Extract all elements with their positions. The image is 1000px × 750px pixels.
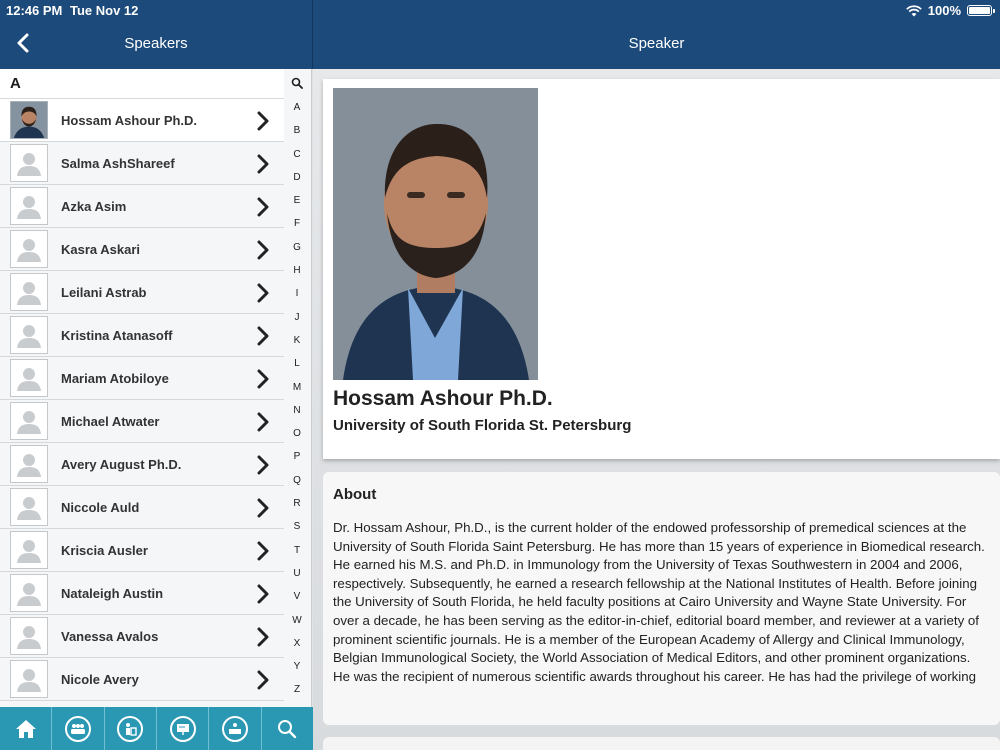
- speaker-organization: University of South Florida St. Petersburg: [333, 417, 632, 434]
- index-letter[interactable]: W: [292, 614, 302, 626]
- profile-card: [323, 79, 1000, 459]
- wifi-icon: [906, 5, 922, 17]
- index-letter[interactable]: X: [293, 637, 301, 649]
- bottom-tab-bar: [0, 707, 313, 750]
- speaker-list-item[interactable]: [0, 486, 284, 529]
- speaker-list-item[interactable]: [0, 357, 284, 400]
- profile-photo: [333, 88, 538, 380]
- attendees-icon: [65, 716, 91, 742]
- speaker-list-item[interactable]: [0, 400, 284, 443]
- search-icon: [277, 719, 297, 739]
- chevron-right-icon: [256, 283, 270, 303]
- avatar-placeholder-icon: [10, 187, 48, 225]
- chevron-right-icon: [256, 498, 270, 518]
- about-card: [323, 472, 1000, 725]
- speakers-title: Speakers: [124, 35, 188, 52]
- tab-exhibitors[interactable]: [209, 707, 261, 750]
- index-letter[interactable]: U: [293, 567, 301, 579]
- speaker-podium-icon: [117, 716, 143, 742]
- battery-percentage: 100%: [927, 3, 961, 18]
- chevron-right-icon: [256, 326, 270, 346]
- avatar-placeholder-icon: [10, 230, 48, 268]
- index-letter[interactable]: R: [293, 498, 301, 510]
- avatar-placeholder-icon: [10, 531, 48, 569]
- chevron-right-icon: [256, 455, 270, 475]
- battery-icon: [967, 5, 992, 16]
- presentation-icon: [170, 716, 196, 742]
- speaker-list: [0, 99, 311, 701]
- index-letter[interactable]: D: [293, 171, 301, 183]
- speaker-list-name: Niccole Auld: [61, 499, 140, 515]
- index-letter[interactable]: N: [293, 404, 301, 416]
- chevron-right-icon: [256, 627, 270, 647]
- speaker-list-item[interactable]: [0, 271, 284, 314]
- chevron-right-icon: [256, 412, 270, 432]
- index-letter[interactable]: T: [293, 544, 301, 556]
- tab-attendees[interactable]: [52, 707, 104, 750]
- avatar-placeholder-icon: [10, 402, 48, 440]
- speaker-list-name: Michael Atwater: [61, 413, 160, 429]
- chevron-right-icon: [256, 197, 270, 217]
- index-letter[interactable]: K: [293, 334, 301, 346]
- index-letter[interactable]: V: [293, 591, 301, 603]
- speaker-list-item[interactable]: [0, 658, 284, 701]
- chevron-right-icon: [256, 541, 270, 561]
- index-letter[interactable]: O: [293, 428, 301, 440]
- next-card: [323, 737, 1000, 750]
- status-time: 12:46 PM: [6, 3, 63, 18]
- index-letter[interactable]: A: [293, 102, 301, 113]
- speaker-list-item[interactable]: [0, 228, 284, 271]
- chevron-right-icon: [256, 670, 270, 690]
- index-letter[interactable]: J: [294, 311, 300, 323]
- index-letter[interactable]: Z: [293, 684, 301, 696]
- tab-speakers[interactable]: [105, 707, 157, 750]
- speaker-list-name: Leilani Astrab: [61, 284, 147, 300]
- speaker-list-name: Nicole Avery: [61, 671, 139, 687]
- speaker-list-name: Kasra Askari: [61, 241, 141, 257]
- index-search-icon[interactable]: [291, 77, 303, 89]
- section-header: A: [0, 69, 284, 99]
- about-heading: About: [333, 486, 377, 503]
- index-letter[interactable]: B: [293, 125, 301, 137]
- speaker-list-name: Kristina Atanasoff: [61, 327, 173, 343]
- chevron-right-icon: [256, 240, 270, 260]
- speaker-list-item[interactable]: [0, 142, 284, 185]
- speaker-list-item[interactable]: [0, 314, 284, 357]
- speaker-thumbnail: [10, 101, 48, 139]
- avatar-placeholder-icon: [10, 273, 48, 311]
- speaker-list-panel[interactable]: [0, 69, 312, 707]
- index-letter[interactable]: C: [293, 148, 301, 160]
- speaker-list-name: Vanessa Avalos: [61, 628, 159, 644]
- index-letter[interactable]: I: [295, 288, 299, 300]
- avatar-placeholder-icon: [10, 660, 48, 698]
- chevron-right-icon: [256, 111, 270, 131]
- index-letter[interactable]: G: [293, 241, 301, 253]
- speaker-list-name: Avery August Ph.D.: [61, 456, 182, 472]
- index-letter[interactable]: M: [292, 381, 302, 393]
- speaker-list-name: Azka Asim: [61, 198, 127, 214]
- speaker-list-name: Hossam Ashour Ph.D.: [61, 112, 198, 128]
- index-letter[interactable]: S: [293, 521, 301, 533]
- speaker-list-name: Nataleigh Austin: [61, 585, 164, 601]
- avatar-placeholder-icon: [10, 574, 48, 612]
- index-letter[interactable]: Q: [293, 474, 301, 486]
- speaker-portrait-image: [333, 88, 538, 380]
- speaker-list-name: Kriscia Ausler: [61, 542, 148, 558]
- index-letter[interactable]: E: [293, 195, 301, 207]
- alphabet-index[interactable]: [283, 69, 311, 707]
- speaker-list-name: Mariam Atobiloye: [61, 370, 169, 386]
- avatar-placeholder-icon: [10, 488, 48, 526]
- speaker-list-item[interactable]: [0, 615, 284, 658]
- about-biography: Dr. Hossam Ashour, Ph.D., is the current holder of the endowed professorship of premedical sciences at the University of South Florida Saint Petersburg. He has more than 15 years of experience in Biomedical research. He earned his M.S. and Ph.D. in Immunology from the University of Texas Southwestern in 2004 and 2006, respectively. Subsequently, he earned a research fellowship at the National Institutes of Health. Before joining the University of South Florida, he held faculty positions at Cairo University and Wayne State University. For over a decade, he has been serving as the editor-in-chief, editorial board member, and reviewer at a variety of prominent scientific journals. He is a member of the European Academy of Allergy and Clinical Immunology, Belgian Immunological Society, the World Association of Medical Editors, and other prominent organizations. He was the recipient of numerous scientific awards throughout his career. He has had the privilege of working: [333, 520, 985, 684]
- speaker-list-item[interactable]: [0, 529, 284, 572]
- speaker-list-item[interactable]: [0, 185, 284, 228]
- speaker-list-name: Salma AshShareef: [61, 155, 175, 171]
- speaker-list-item[interactable]: [0, 443, 284, 486]
- speaker-detail-title: Speaker: [628, 35, 685, 52]
- avatar-placeholder-icon: [10, 617, 48, 655]
- index-letter[interactable]: Y: [293, 661, 301, 673]
- avatar-placeholder-icon: [10, 316, 48, 354]
- status-date: Tue Nov 12: [70, 3, 139, 18]
- speaker-detail-panel[interactable]: [313, 69, 1000, 750]
- status-indicators: [906, 3, 992, 18]
- home-icon: [15, 719, 37, 739]
- speaker-name: Hossam Ashour Ph.D.: [333, 387, 553, 410]
- speaker-list-item[interactable]: [0, 99, 284, 142]
- tab-home[interactable]: [0, 707, 52, 750]
- chevron-right-icon: [256, 584, 270, 604]
- chevron-right-icon: [256, 154, 270, 174]
- index-letter[interactable]: P: [293, 451, 301, 463]
- avatar-placeholder-icon: [10, 144, 48, 182]
- avatar-placeholder-icon: [10, 445, 48, 483]
- tab-search[interactable]: [262, 707, 313, 750]
- exhibitor-icon: [222, 716, 248, 742]
- tab-sessions[interactable]: [157, 707, 209, 750]
- index-letter[interactable]: H: [293, 265, 301, 277]
- avatar-placeholder-icon: [10, 359, 48, 397]
- speaker-list-item[interactable]: [0, 572, 284, 615]
- index-letter[interactable]: L: [294, 358, 300, 370]
- chevron-right-icon: [256, 369, 270, 389]
- top-navigation-bar: [0, 0, 1000, 69]
- index-letter[interactable]: F: [293, 218, 301, 230]
